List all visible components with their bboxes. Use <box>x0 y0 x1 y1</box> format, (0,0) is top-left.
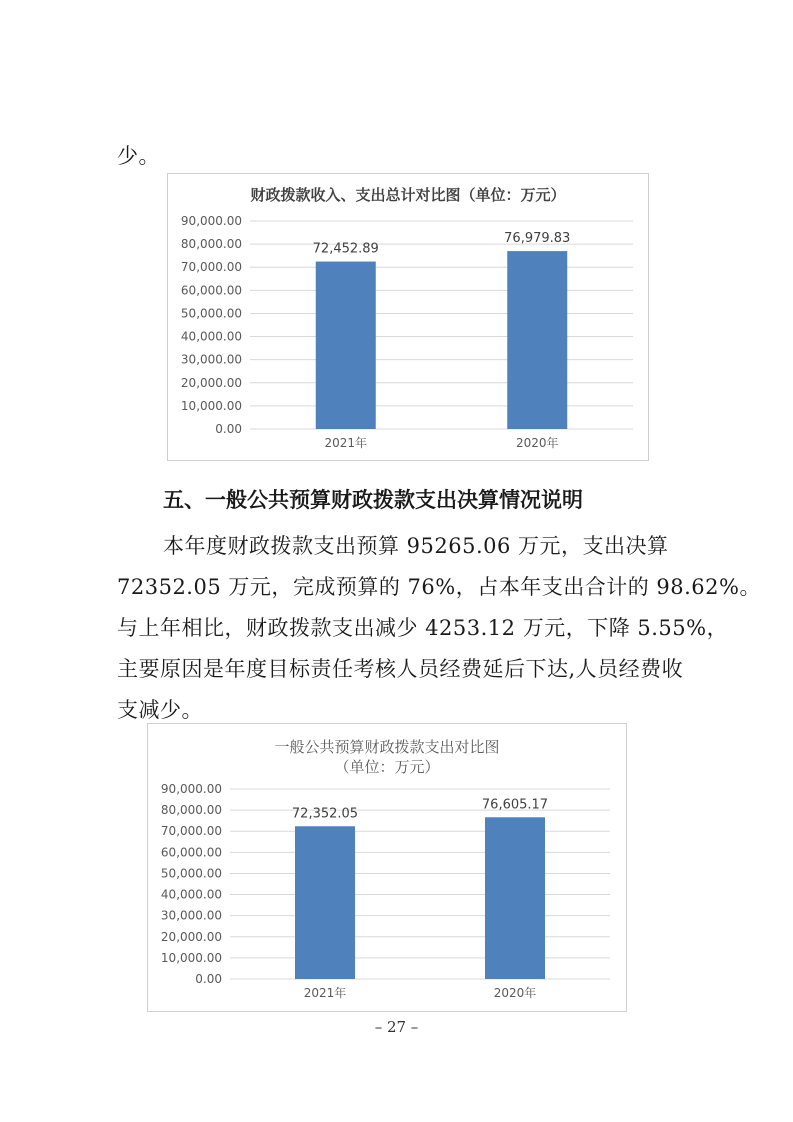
data-label: 72,352.05 <box>291 806 359 822</box>
y-tick-label: 90,000.00 <box>180 214 242 228</box>
y-tick-label: 40,000.00 <box>180 329 242 344</box>
chart-general-budget-expense-comparison <box>147 723 627 1012</box>
y-tick-label: 50,000.00 <box>180 306 242 321</box>
x-tick-label: 2021年 <box>303 986 347 1000</box>
y-tick-label: 80,000.00 <box>180 237 242 252</box>
continuation-text: 少。 <box>117 144 160 168</box>
y-tick-label: 10,000.00 <box>160 950 222 965</box>
y-tick-label: 60,000.00 <box>180 283 242 298</box>
page-number: – 27 – <box>374 1018 419 1036</box>
chart-title: 一般公共预算财政拨款支出对比图 <box>274 738 500 756</box>
section-heading: 五、一般公共预算财政拨款支出决算情况说明 <box>163 488 583 512</box>
y-tick-label: 70,000.00 <box>160 824 222 839</box>
y-tick-label: 90,000.00 <box>160 782 222 796</box>
chart-plot-area <box>148 724 626 1011</box>
chart-subtitle: （单位：万元） <box>334 758 440 776</box>
paragraph-line: 主要原因是年度目标责任考核人员经费延后下达,人员经费收 <box>117 657 684 681</box>
paragraph-line: 与上年相比，财政拨款支出减少 4253.12 万元，下降 5.55%， <box>117 616 729 640</box>
y-tick-label: 30,000.00 <box>160 908 222 923</box>
x-tick-label: 2020年 <box>493 986 537 1000</box>
chart-plot-area <box>168 174 648 460</box>
y-tick-label: 20,000.00 <box>160 929 222 944</box>
data-label: 72,452.89 <box>312 241 379 257</box>
y-tick-label: 40,000.00 <box>160 887 222 902</box>
chart-title: 财政拨款收入、支出总计对比图（单位：万元） <box>250 186 566 204</box>
paragraph-line: 本年度财政拨款支出预算 95265.06 万元，支出决算 <box>163 534 669 558</box>
y-tick-label: 70,000.00 <box>180 260 242 275</box>
y-tick-label: 30,000.00 <box>180 352 242 367</box>
paragraph-line: 72352.05 万元，完成预算的 76%，占本年支出合计的 98.62%。 <box>117 575 761 599</box>
bar <box>507 251 567 429</box>
data-label: 76,605.17 <box>481 797 549 813</box>
y-tick-label: 60,000.00 <box>160 845 222 860</box>
x-tick-label: 2021年 <box>324 436 368 450</box>
chart-income-expense-comparison <box>167 173 649 461</box>
y-tick-label: 80,000.00 <box>160 803 222 818</box>
y-tick-label: 10,000.00 <box>180 398 242 413</box>
data-label: 76,979.83 <box>504 231 571 247</box>
bar <box>295 826 355 979</box>
bar <box>316 262 376 429</box>
x-tick-label: 2020年 <box>515 436 559 450</box>
y-tick-label: 20,000.00 <box>180 375 242 390</box>
y-tick-label: 0.00 <box>215 422 242 436</box>
y-tick-label: 0.00 <box>195 972 222 986</box>
y-tick-label: 50,000.00 <box>160 866 222 881</box>
bar <box>485 817 545 979</box>
paragraph-line: 支减少。 <box>117 698 203 722</box>
